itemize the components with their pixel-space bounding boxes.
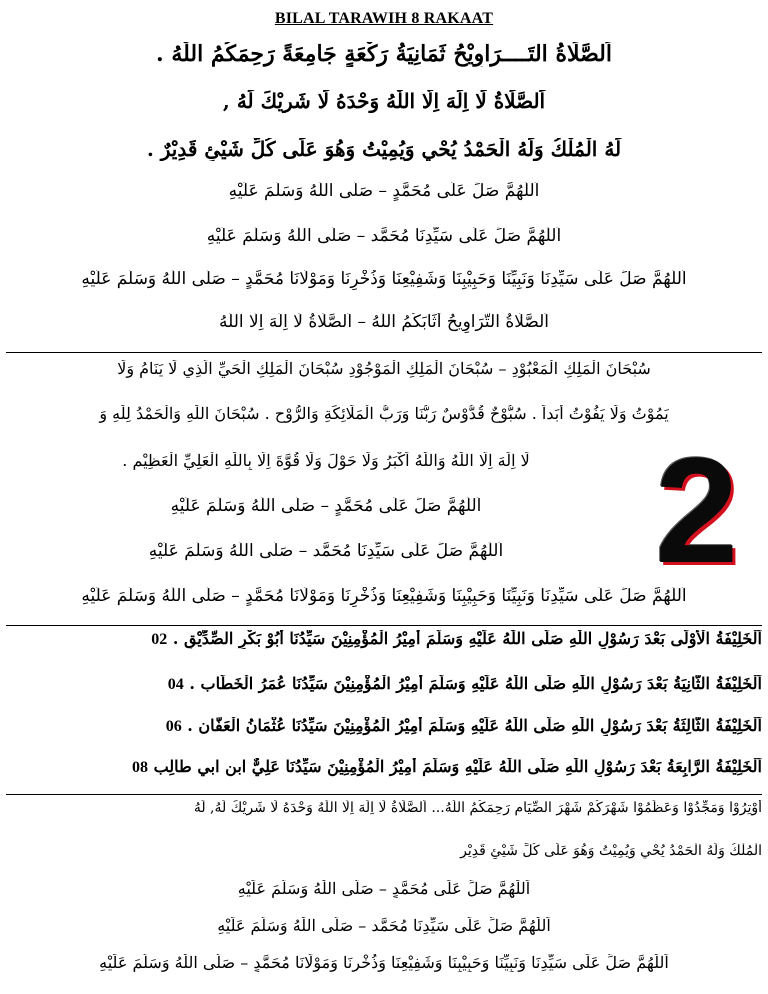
- document-title: BILAL TARAWIH 8 RAKAAT: [274, 10, 494, 27]
- section1-line-4: اَللّٰهُمَّ صَلِّ عَلَى مُحَمَّدٍ – صَلَّى اللّٰهُ وَسَلَّمَ عَلَيْهِ: [228, 182, 540, 201]
- khalifah-line-3-text: اَلْخَلِيْفَةُ الثَّالِثَةُ بَعْدَ رَسُوْلِ اللّٰهِ صَلَّى اللّٰهُ عَلَيْهِ وَسَلَّمَ أَمِيْرُ الْمُؤْمِنِيْنَ سَيِّدُنَا عُثْمَانُ الْعَفَّان .: [187, 717, 762, 735]
- section4-line-1: أَوْتِرُوْا وَمَجِّدُوْا وَعَظِّمُوْا شَهْرَكُمْ شَهْرَ الصِّيَامِ رَحِمَكُمُ اللّٰهُ... اَلصَّلَاةُ لَا اِلَهَ اِلَّا اللّٰهُ وَحْدَهُ لَا شَرِيْكَ لَهُ, لَهُ: [193, 800, 762, 816]
- section2-line-2: يَمُوْتُ وَلَا يَفُوْتُ أَبَداً . سُبُّوْحٌ قُدُّوْسٌ رَبُّنَا وَرَبُّ الْمَلَائِكَةِ وَالرُّوْحِ . سُبْحَانَ اللّٰهِ وَالْحَمْدُ لِلّٰهِ وَ: [99, 405, 669, 423]
- divider-2: [6, 625, 762, 626]
- rakaat-number-badge: 2: [655, 426, 739, 594]
- section1-line-5: اَللّٰهُمَّ صَلِّ عَلَى سَيِّدِنَا مُحَمَّد – صَلَّى اللّٰهُ وَسَلَّمَ عَلَيْهِ: [206, 227, 562, 246]
- divider-3: [6, 794, 762, 795]
- section2-line-4: اَللّٰهُمَّ صَلِّ عَلَى مُحَمَّدٍ – صَلَّى اللّٰهُ وَسَلَّمَ عَلَيْهِ: [170, 497, 482, 516]
- khalifah-line-4: [6, 758, 762, 777]
- section1-line-1: اَلصَّلَاةُ التَــــرَاوِيْحُ ثَمَانِيَةُ رَكْعَةٍ جَامِعَةً رَحِمَكُمُ اللّٰهُ .: [156, 42, 612, 67]
- khalifah-line-1: [6, 630, 762, 649]
- khalifah-line-3: [6, 717, 762, 736]
- divider-1: [6, 352, 762, 353]
- section2-line-6: اَللّٰهُمَّ صَلِّ عَلَى سَيِّدِنَا وَنَبِيِّنَا وَحَبِيْبِنَا وَشَفِيْعِنَا وَذُخْرِنَا وَمَوْلَانَا مُحَمَّدٍ – صَلَّى اللّٰهُ وَسَلَّمَ عَلَيْهِ: [81, 587, 687, 606]
- khalifah-line-3-number: 06: [165, 718, 182, 735]
- khalifah-line-2: [6, 675, 762, 694]
- section1-line-6: اَللّٰهُمَّ صَلِّ عَلَى سَيِّدِنَا وَنَبِيِّنَا وَحَبِيْبِنَا وَشَفِيْعِنَا وَذُخْرِنَا وَمَوْلَانَا مُحَمَّدٍ – صَلَّى اللّٰهُ وَسَلَّمَ عَلَيْهِ: [81, 270, 687, 289]
- khalifah-line-1-text: اَلْخَلِيْفَةُ الْأُوْلَى بَعْدَ رَسُوْلِ اللّٰهِ صَلَّى اللّٰهُ عَلَيْهِ وَسَلَّمَ أَمِيْرُ الْمُؤْمِنِيْنَ سَيِّدُنَا أَبُوْ بَكْرٍ الصِّدِّيْقِ .: [172, 630, 762, 648]
- section2-line-1: سُبْحَانَ الْمَلِكِ الْمَعْبُوْدِ – سُبْحَانَ الْمَلِكِ الْمَوْجُوْدِ سُبْحَانَ الْمَلِكِ الْحَيِّ الَّذِي لَا يَنَامُ وَلَا: [117, 360, 651, 378]
- section4-line-4: اَللّٰهُمَّ صَلِّ عَلَى سَيِّدِنَا مُحَمَّد – صَلَّى اللّٰهُ وَسَلَّمَ عَلَيْهِ: [217, 917, 551, 935]
- khalifah-line-4-number: 08: [131, 759, 148, 776]
- section4-line-3: اَللّٰهُمَّ صَلِّ عَلَى مُحَمَّدٍ – صَلَّى اللّٰهُ وَسَلَّمَ عَلَيْهِ: [237, 880, 531, 898]
- section1-line-3: لَهُ الْمُلْكُ وَلَهُ الْحَمْدُ يُحْيِ وَيُمِيْتُ وَهُوَ عَلَى كُلِّ شَيْئٍ قَدِيْرٌ .: [146, 138, 622, 161]
- section2-line-3: لَا اِلَهَ اِلَّا اللّٰهُ وَاللّٰهُ اَكْبَرُ وَلَا حَوْلَ وَلَا قُوَّةَ اِلَّا بِاللّٰهِ الْعَلِيِّ الْعَظِيْمِ .: [122, 452, 530, 470]
- khalifah-line-2-number: 04: [167, 676, 184, 693]
- section1-line-7: اَلصَّلَاةُ التَّرَاوِيحُ أَثَابَكُمُ اللّٰهُ – اَلصَّلَاةُ لَا اِلَهَ اِلَّا اللّٰهُ: [218, 313, 550, 332]
- khalifah-line-2-text: اَلْخَلِيْفَةُ الثَّانِيَةُ بَعْدَ رَسُوْلِ اللّٰهِ صَلَّى اللّٰهُ عَلَيْهِ وَسَلَّمَ أَمِيْرُ الْمُؤْمِنِيْنَ سَيِّدُنَا عُمَرُ الْخَطَّاب .: [189, 675, 762, 693]
- section4-line-5: اَللّٰهُمَّ صَلِّ عَلَى سَيِّدِنَا وَنَبِيِّنَا وَحَبِيْبِنَا وَشَفِيْعِنَا وَذُخْرِنَا وَمَوْلَانَا مُحَمَّدٍ – صَلَّى اللّٰهُ وَسَلَّمَ عَلَيْهِ: [99, 954, 669, 972]
- section2-line-5: اَللّٰهُمَّ صَلِّ عَلَى سَيِّدِنَا مُحَمَّد – صَلَّى اللّٰهُ وَسَلَّمَ عَلَيْهِ: [148, 542, 504, 561]
- khalifah-line-1-number: 02: [151, 631, 168, 648]
- section4-line-2: الْمُلْكُ وَلَهُ الْحَمْدُ يُحْيِ وَيُمِيْتُ وَهُوَ عَلَى كُلِّ شَيْئٍ قَدِيْرٍ: [460, 843, 762, 859]
- khalifah-line-4-text: اَلْخَلِيْفَةُ الرَّابِعَةُ بَعْدَ رَسُوْلِ اللّٰهِ صَلَّى اللّٰهُ عَلَيْهِ وَسَلَّمَ أَمِيْرُ الْمُؤْمِنِيْنَ سَيِّدُنَا عَلِيٌّ ابن ابي طالِب: [153, 758, 762, 776]
- section1-line-2: اَلصَّلَاةُ لَا اِلَهَ اِلَّا اللّٰهُ وَحْدَهُ لَا شَرِيْكَ لَهُ ,: [222, 90, 546, 113]
